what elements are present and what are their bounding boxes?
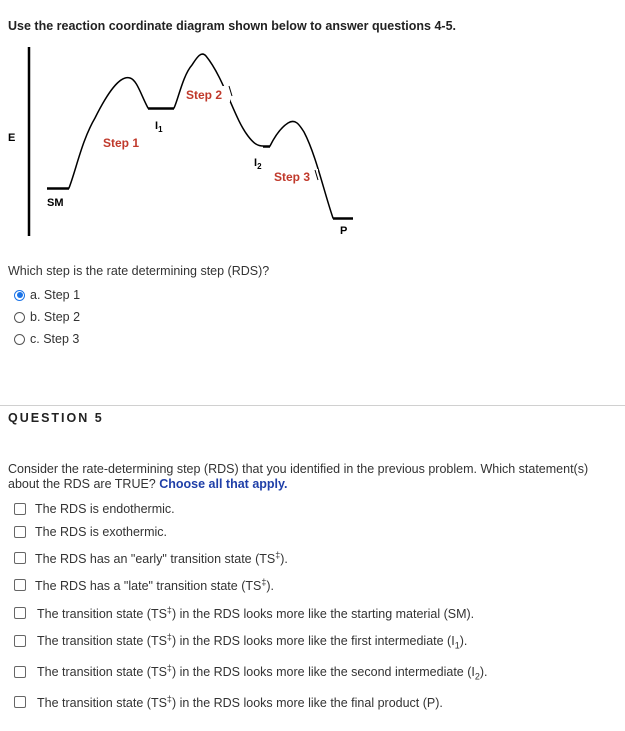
label-sm: SM [47,197,64,209]
checkbox-icon[interactable] [14,666,26,678]
q5-option-ts-like-i1[interactable]: The transition state (TS‡) in the RDS looks more like the first intermediate $(I_1)$. [14,632,467,651]
q4-option-c[interactable] [14,331,79,347]
checkbox-icon[interactable] [14,635,26,647]
q5-option-ts-like-i2[interactable]: The transition state (TS‡) in the RDS looks more like the second intermediate $(I_2)$. [14,663,488,682]
section-divider [0,405,625,406]
label-step1: Step 1 [103,136,140,150]
q5-option-early-ts[interactable]: The RDS has an "early" transition state (TS‡). [14,550,288,566]
checkbox-icon[interactable] [14,607,26,619]
choose-all-emphasis: Choose all that apply. [159,477,288,491]
label-i2: $I_2$ [254,157,262,171]
label-p: P [340,225,348,237]
q4-option-label: c. Step 3 [30,332,80,346]
label-i1: $I_1$ [155,120,163,134]
q4-option-label: a. Step 1 [30,288,81,302]
checkbox-icon[interactable] [14,526,26,538]
radio-selected-icon[interactable] [14,290,25,301]
reaction-coordinate-diagram [0,0,625,260]
q5-option-endothermic[interactable]: The RDS is endothermic. [14,502,175,516]
q5-option-ts-like-sm[interactable]: The transition state (TS‡) in the RDS looks more like the starting material (SM). [14,605,474,621]
reaction-curve [47,54,353,218]
checkbox-icon[interactable] [14,552,26,564]
q5-option-late-ts[interactable]: The RDS has a "late" transition state (TS‡). [14,577,274,593]
label-step3: Step 3 [274,170,311,184]
instructions-header: Use the reaction coordinate diagram shown below to answer questions 4-5. [8,19,457,33]
q5-option-exothermic[interactable]: The RDS is exothermic. [14,525,167,539]
q4-option-label: b. Step 2 [30,310,81,324]
checkbox-icon[interactable] [14,696,26,708]
question-4-prompt: Which step is the rate determining step (RDS)? [8,264,270,278]
question-5-title: QUESTION 5 [8,411,104,425]
checkbox-icon[interactable] [14,579,26,591]
q4-option-b[interactable] [14,309,80,325]
radio-icon[interactable] [14,312,25,323]
label-step2: Step 2 [186,88,223,102]
q4-option-a[interactable] [14,287,80,303]
checkbox-icon[interactable] [14,503,26,515]
question-5-prompt: Consider the rate-determining step (RDS) that you identified in the previous problem. Which statement(s) about the RDS are TRUE? Choose all that apply. [8,462,589,491]
energy-axis-label: E [8,132,16,144]
q5-option-ts-like-p[interactable]: The transition state (TS‡) in the RDS looks more like the final product (P). [14,694,443,710]
radio-icon[interactable] [14,334,25,345]
